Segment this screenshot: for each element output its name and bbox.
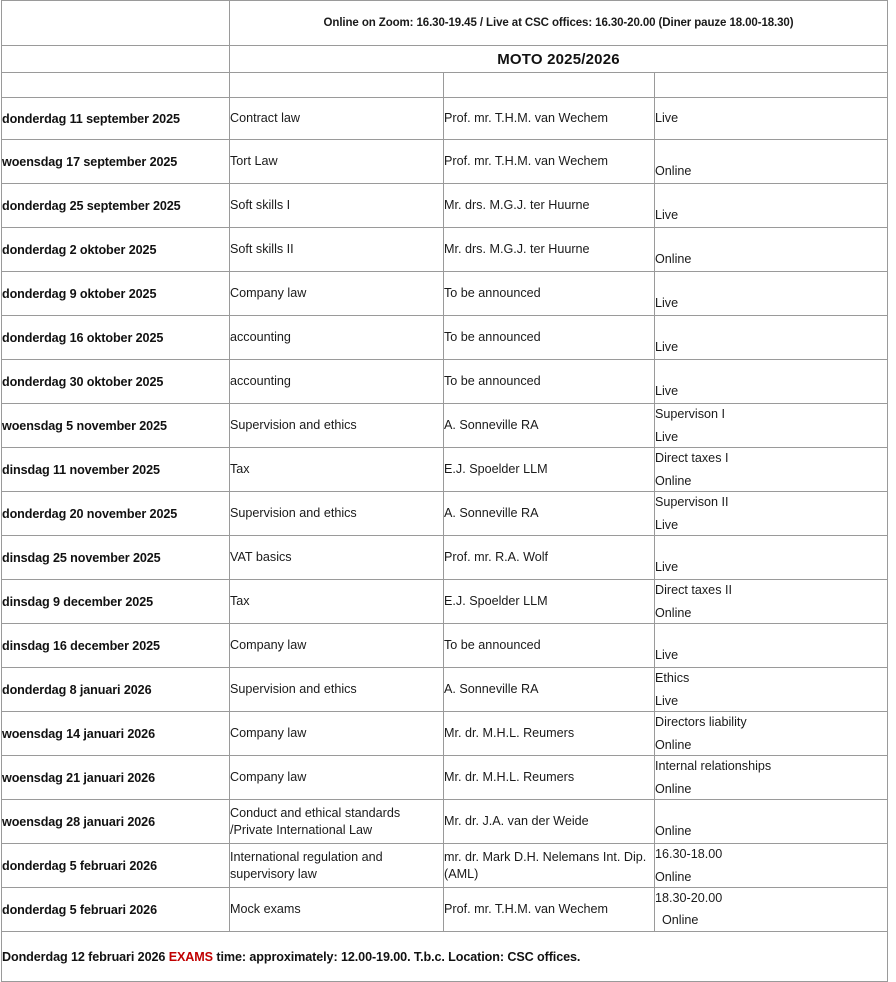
cell-topic: Contract law bbox=[230, 98, 444, 140]
footer-before: Donderdag 12 februari 2026 bbox=[2, 949, 169, 964]
mode-line: Live bbox=[655, 648, 679, 663]
cell-teacher: Mr. drs. M.G.J. ter Huurne bbox=[444, 228, 655, 272]
mode-line: Live bbox=[655, 517, 679, 532]
cell-teacher: mr. dr. Mark D.H. Nelemans Int. Dip. (AML) bbox=[444, 844, 655, 888]
cell-topic: VAT basics bbox=[230, 536, 444, 580]
spacer-cell-4 bbox=[655, 73, 888, 98]
cell-topic: Mock exams bbox=[230, 888, 444, 932]
cell-teacher: Mr. dr. M.H.L. Reumers bbox=[444, 712, 655, 756]
footer-note bbox=[2, 932, 888, 982]
cell-topic: International regulation and supervisory law bbox=[230, 844, 444, 888]
cell-date: donderdag 5 februari 2026 bbox=[2, 844, 230, 888]
cell-teacher: Prof. mr. T.H.M. van Wechem bbox=[444, 98, 655, 140]
mode-line: Supervison I bbox=[655, 407, 726, 421]
cell-date: donderdag 2 oktober 2025 bbox=[2, 228, 230, 272]
header-title-empty-cell bbox=[2, 46, 230, 73]
cell-mode bbox=[655, 184, 888, 228]
table-row bbox=[2, 888, 888, 932]
table-row bbox=[2, 844, 888, 888]
cell-topic: Company law bbox=[230, 712, 444, 756]
table-row bbox=[2, 712, 888, 756]
mode-line: Online bbox=[655, 869, 692, 884]
cell-topic: Supervision and ethics bbox=[230, 668, 444, 712]
cell-teacher: A. Sonneville RA bbox=[444, 668, 655, 712]
cell-topic: Conduct and ethical standards /Private International Law bbox=[230, 800, 444, 844]
header-times-row bbox=[2, 1, 888, 46]
mode-line: Online bbox=[655, 824, 692, 839]
cell-teacher: To be announced bbox=[444, 360, 655, 404]
spacer-cell-1 bbox=[2, 73, 230, 98]
table-row bbox=[2, 98, 888, 140]
cell-topic: Company law bbox=[230, 624, 444, 668]
cell-date: donderdag 30 oktober 2025 bbox=[2, 360, 230, 404]
cell-topic: Company law bbox=[230, 272, 444, 316]
cell-topic: Company law bbox=[230, 756, 444, 800]
cell-date: dinsdag 11 november 2025 bbox=[2, 448, 230, 492]
mode-line: Live bbox=[655, 560, 679, 575]
cell-mode bbox=[655, 580, 888, 624]
footer-exams-label: EXAMS bbox=[168, 949, 213, 964]
cell-mode bbox=[655, 844, 888, 888]
spacer-row bbox=[2, 73, 888, 98]
table-row bbox=[2, 448, 888, 492]
cell-date: dinsdag 9 december 2025 bbox=[2, 580, 230, 624]
cell-date: woensdag 5 november 2025 bbox=[2, 404, 230, 448]
mode-line: Online bbox=[655, 781, 692, 796]
cell-teacher: Prof. mr. T.H.M. van Wechem bbox=[444, 140, 655, 184]
mode-line: Live bbox=[655, 340, 679, 355]
header-times-text: Online on Zoom: 16.30-19.45 / Live at CSC offices: 16.30-20.00 (Diner pauze 18.00-18.30) bbox=[230, 1, 888, 46]
cell-teacher: To be announced bbox=[444, 624, 655, 668]
cell-teacher: Mr. drs. M.G.J. ter Huurne bbox=[444, 184, 655, 228]
cell-mode bbox=[655, 360, 888, 404]
spacer-cell-2 bbox=[230, 73, 444, 98]
mode-line: Direct taxes I bbox=[655, 451, 729, 465]
mode-line: 16.30-18.00 bbox=[655, 847, 723, 861]
table-row bbox=[2, 140, 888, 184]
mode-line: Live bbox=[655, 429, 679, 444]
cell-teacher: E.J. Spoelder LLM bbox=[444, 448, 655, 492]
mode-line: Online bbox=[655, 164, 692, 179]
cell-mode bbox=[655, 316, 888, 360]
mode-line: Online bbox=[655, 473, 692, 488]
cell-topic: accounting bbox=[230, 360, 444, 404]
cell-teacher: Mr. dr. J.A. van der Weide bbox=[444, 800, 655, 844]
table-row bbox=[2, 316, 888, 360]
header-empty-cell bbox=[2, 1, 230, 46]
cell-date: donderdag 11 september 2025 bbox=[2, 98, 230, 140]
table-row bbox=[2, 404, 888, 448]
mode-line: Live bbox=[655, 208, 679, 223]
spacer-cell-3 bbox=[444, 73, 655, 98]
mode-line: Online bbox=[662, 912, 699, 927]
mode-line: Live bbox=[655, 110, 679, 125]
schedule-table bbox=[1, 0, 888, 982]
table-row bbox=[2, 800, 888, 844]
cell-topic: Soft skills II bbox=[230, 228, 444, 272]
cell-topic: Supervision and ethics bbox=[230, 404, 444, 448]
mode-line: Live bbox=[655, 296, 679, 311]
cell-teacher: To be announced bbox=[444, 272, 655, 316]
cell-date: donderdag 5 februari 2026 bbox=[2, 888, 230, 932]
cell-mode bbox=[655, 712, 888, 756]
cell-mode bbox=[655, 140, 888, 184]
cell-date: dinsdag 25 november 2025 bbox=[2, 536, 230, 580]
page-title: MOTO 2025/2026 bbox=[230, 46, 888, 73]
cell-date: donderdag 25 september 2025 bbox=[2, 184, 230, 228]
cell-teacher: Mr. dr. M.H.L. Reumers bbox=[444, 756, 655, 800]
mode-line: Directors liability bbox=[655, 715, 747, 729]
cell-topic: Tort Law bbox=[230, 140, 444, 184]
cell-date: woensdag 14 januari 2026 bbox=[2, 712, 230, 756]
cell-mode bbox=[655, 448, 888, 492]
cell-mode bbox=[655, 888, 888, 932]
cell-date: dinsdag 16 december 2025 bbox=[2, 624, 230, 668]
mode-line: Live bbox=[655, 384, 679, 399]
cell-mode bbox=[655, 404, 888, 448]
header-title-row bbox=[2, 46, 888, 73]
cell-topic: Soft skills I bbox=[230, 184, 444, 228]
cell-date: donderdag 8 januari 2026 bbox=[2, 668, 230, 712]
mode-line: Online bbox=[655, 737, 692, 752]
table-row bbox=[2, 492, 888, 536]
mode-line: Live bbox=[655, 693, 679, 708]
table-row bbox=[2, 668, 888, 712]
table-row bbox=[2, 272, 888, 316]
footer-row bbox=[2, 932, 888, 982]
cell-date: woensdag 21 januari 2026 bbox=[2, 756, 230, 800]
mode-line: 18.30-20.00 bbox=[655, 891, 723, 905]
cell-topic: Tax bbox=[230, 448, 444, 492]
cell-date: donderdag 16 oktober 2025 bbox=[2, 316, 230, 360]
footer-after: time: approximately: 12.00-19.00. T.b.c. Location: CSC offices. bbox=[212, 949, 581, 964]
cell-teacher: A. Sonneville RA bbox=[444, 404, 655, 448]
cell-mode bbox=[655, 492, 888, 536]
mode-line: Online bbox=[655, 252, 692, 267]
cell-date: donderdag 20 november 2025 bbox=[2, 492, 230, 536]
cell-topic: Supervision and ethics bbox=[230, 492, 444, 536]
mode-line: Ethics bbox=[655, 671, 690, 685]
cell-topic: Tax bbox=[230, 580, 444, 624]
table-row bbox=[2, 360, 888, 404]
cell-teacher: Prof. mr. R.A. Wolf bbox=[444, 536, 655, 580]
cell-mode bbox=[655, 98, 888, 140]
cell-mode bbox=[655, 624, 888, 668]
cell-topic: accounting bbox=[230, 316, 444, 360]
table-row bbox=[2, 228, 888, 272]
mode-line: Direct taxes II bbox=[655, 583, 732, 597]
table-row bbox=[2, 536, 888, 580]
cell-date: woensdag 28 januari 2026 bbox=[2, 800, 230, 844]
cell-mode bbox=[655, 668, 888, 712]
cell-teacher: E.J. Spoelder LLM bbox=[444, 580, 655, 624]
cell-teacher: A. Sonneville RA bbox=[444, 492, 655, 536]
cell-date: donderdag 9 oktober 2025 bbox=[2, 272, 230, 316]
cell-mode bbox=[655, 228, 888, 272]
mode-line: Supervison II bbox=[655, 495, 729, 509]
mode-line: Online bbox=[655, 605, 692, 620]
cell-teacher: Prof. mr. T.H.M. van Wechem bbox=[444, 888, 655, 932]
table-row bbox=[2, 184, 888, 228]
cell-date: woensdag 17 september 2025 bbox=[2, 140, 230, 184]
cell-mode bbox=[655, 756, 888, 800]
table-row bbox=[2, 580, 888, 624]
table-row bbox=[2, 624, 888, 668]
cell-mode bbox=[655, 536, 888, 580]
table-row bbox=[2, 756, 888, 800]
cell-mode bbox=[655, 272, 888, 316]
mode-line: Internal relationships bbox=[655, 759, 772, 773]
cell-teacher: To be announced bbox=[444, 316, 655, 360]
cell-mode bbox=[655, 800, 888, 844]
